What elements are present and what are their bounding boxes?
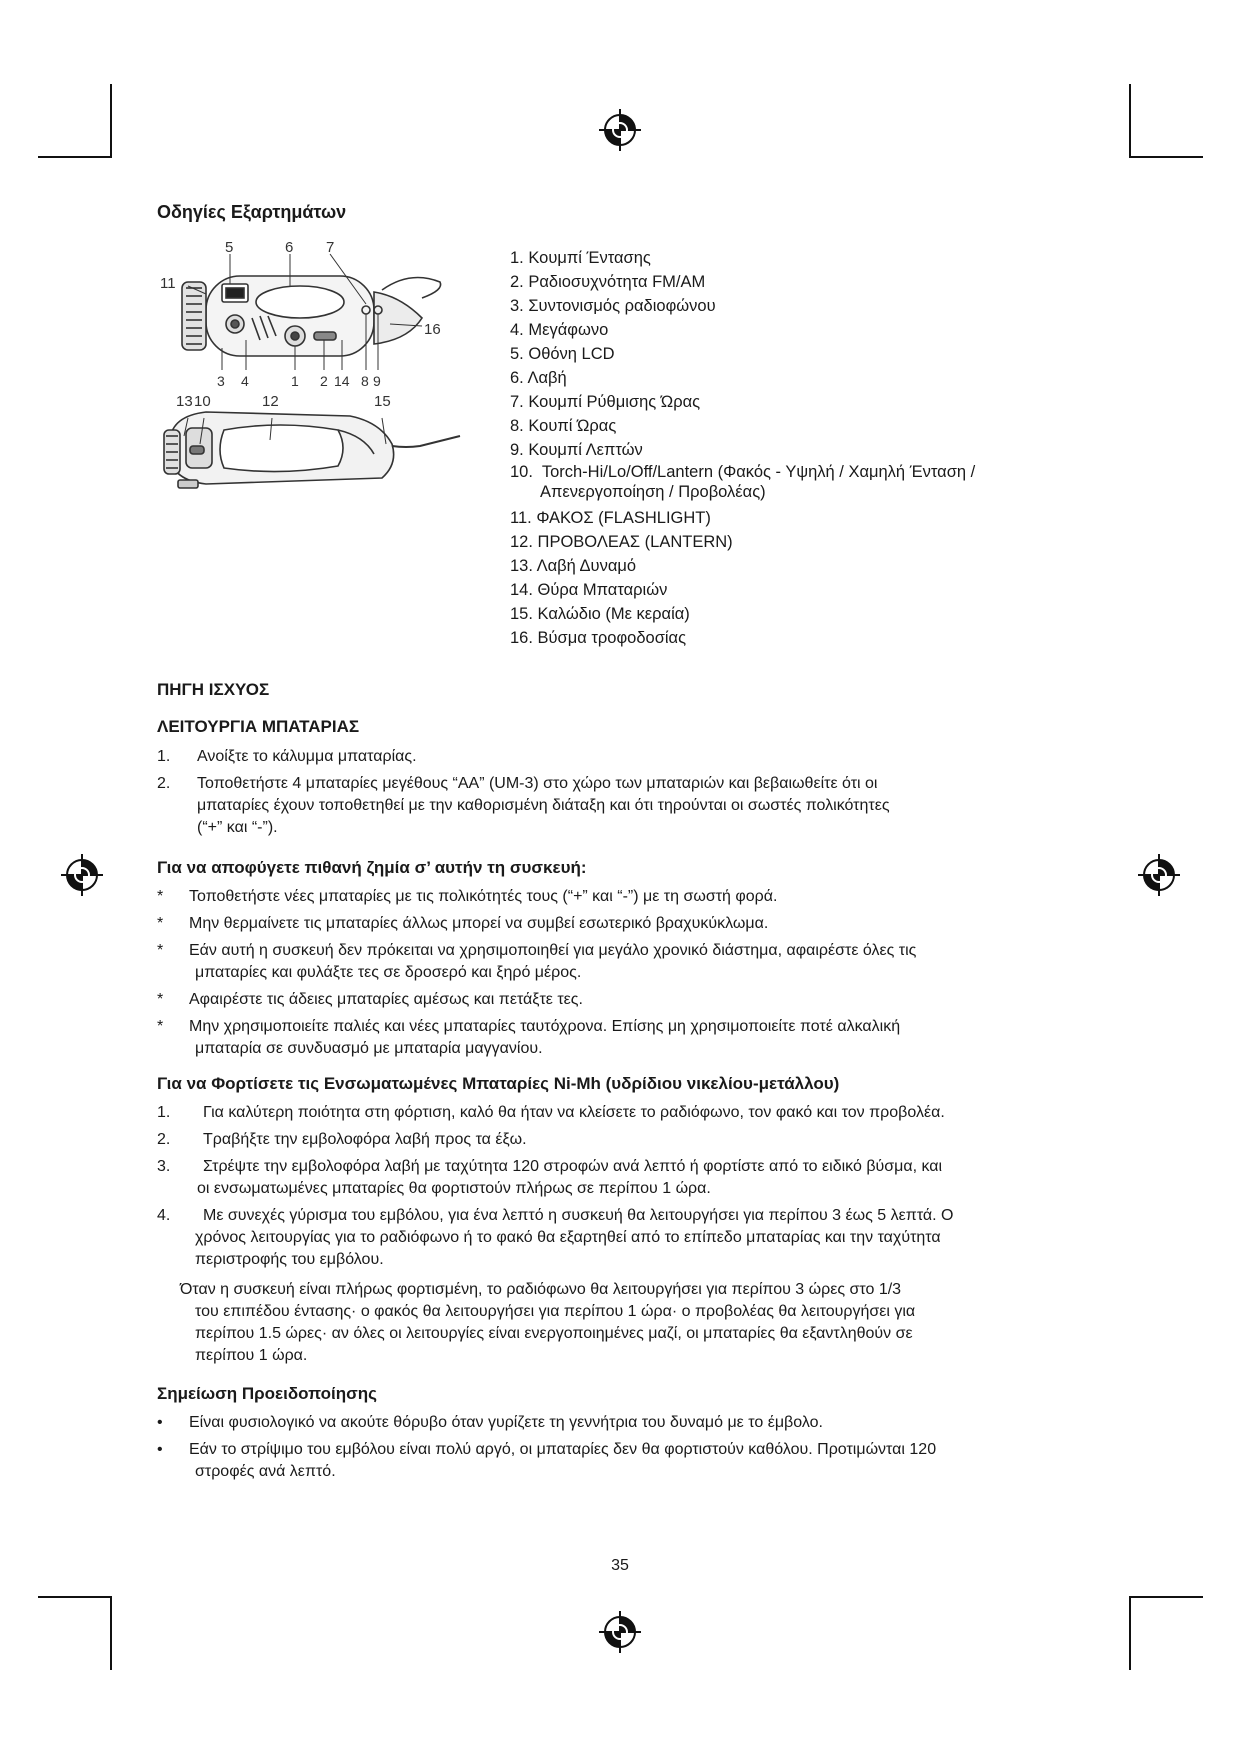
crop-mark-tl-h [38,156,112,158]
diagram-label-9: 9 [373,373,381,389]
battery-heading: ΛΕΙΤΟΥΡΓΙΑ ΜΠΑΤΑΡΙΑΣ [157,717,360,736]
diagram-label-12: 12 [262,393,279,410]
diagram-label-5: 5 [225,240,234,256]
diagram-label-3: 3 [217,373,225,389]
crop-mark-tl-v [110,84,112,158]
power-heading: ΠΗΓΗ ΙΣΧΥΟΣ [157,680,270,699]
device-side-view [164,412,460,488]
list-item: 6. Λαβή [510,369,567,387]
crop-mark-br-v [1129,1596,1131,1670]
device-top-view [182,276,441,356]
list-item: 4. Μεγάφωνο [510,321,609,339]
list-item: 2. Ραδιοσυχνότητα FM/AM [510,273,706,291]
diagram-label-2: 2 [320,373,328,389]
section-title: Οδηγίες Εξαρτημάτων [157,202,347,222]
list-item: 11. ΦΑΚΟΣ (FLASHLIGHT) [510,509,711,527]
diagram-label-10: 10 [194,393,211,410]
crop-mark-bl-v [110,1596,112,1670]
diagram-label-11: 11 [160,275,176,292]
list-item: 8. Κουπί Ώρας [510,417,617,435]
list-item: 10. Torch-Hi/Lo/Off/Lantern (Φακός - Υψηλή / Χαμηλή Ένταση / Απενεργοποίηση / Προβολέας) [510,463,976,501]
registration-mark-top [598,108,642,152]
registration-mark-right [1137,853,1181,897]
diagram-label-6: 6 [285,240,294,256]
list-item: 12. ΠΡΟΒΟΛΕΑΣ (LANTERN) [510,533,733,551]
crop-mark-br-h [1129,1596,1203,1598]
diagram-label-8: 8 [361,373,369,389]
crop-mark-tr-h [1129,156,1203,158]
diagram-label-15: 15 [374,393,391,410]
diagram-label-4: 4 [241,373,249,389]
damage-heading: Για να αποφύγετε πιθανή ζημία σ’ αυτήν τη συσκευή: [157,858,587,877]
list-item: 9. Κουμπί Λεπτών [510,441,643,459]
registration-mark-left [60,853,104,897]
list-item: 14. Θύρα Μπαταριών [510,581,668,599]
diagram-label-1: 1 [291,373,299,389]
diagram-label-7: 7 [326,240,335,256]
charge-heading: Για να Φορτίσετε τις Ενσωματωμένες Μπαταρίες Ni-Mh (υδρίδιου νικελίου-μετάλλου) [157,1074,840,1093]
product-diagram [160,240,500,550]
list-item: 1. Κουμπί Έντασης [510,249,651,267]
page-number: 35 [611,1557,629,1574]
warning-heading: Σημείωση Προειδοποίησης [157,1384,377,1403]
crop-mark-tr-v [1129,84,1131,158]
parts-list [510,246,1070,650]
registration-mark-bottom [598,1610,642,1654]
diagram-label-13: 13 [176,393,193,410]
list-item: 3. Συντονισμός ραδιοφώνου [510,297,716,315]
list-item: 16. Βύσμα τροφοδοσίας [510,629,687,647]
diagram-label-14: 14 [334,373,350,389]
list-item: 15. Καλώδιο (Με κεραία) [510,605,690,623]
list-item: 13. Λαβή Δυναμό [510,557,637,575]
list-item: 7. Κουμπί Ρύθμισης Ώρας [510,393,701,411]
diagram-label-16: 16 [424,321,441,338]
crop-mark-bl-h [38,1596,112,1598]
list-item: 5. Οθόνη LCD [510,345,615,363]
